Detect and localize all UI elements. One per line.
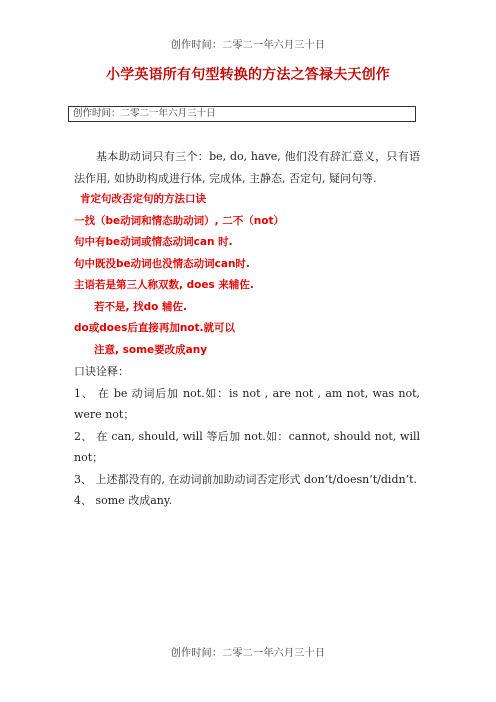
document-body: [74, 146, 420, 512]
document-title: 小学英语所有句型转换的方法之答禄夫天创作: [106, 67, 390, 83]
rule-line-7: 注意, some要改成any: [94, 343, 208, 356]
rule-line-2: 句中有be动词或情态动词can 时.: [74, 236, 233, 248]
rule-heading: 肯定句改否定句的方法口诀: [80, 193, 206, 205]
page-header: 创作时间：二零二一年六月三十日: [170, 40, 326, 51]
explain-item-1: 1、 在 be 动词后加 not.如：is not , are not , am not, was not, were not；: [74, 386, 420, 421]
rule-line-3: 句中既没be动词也没情态动词can时.: [74, 257, 250, 270]
explain-item-4: 4、 some 改成any.: [74, 494, 173, 507]
page-footer: 创作时间：二零二一年六月三十日: [170, 648, 326, 659]
explain-label: 口诀诠释：: [74, 365, 129, 378]
explain-item-2: 2、 在 can, should, will 等后加 not.如：cannot, should not, will not；: [74, 429, 420, 464]
rule-line-4: 主语若是第三人称双数, does 来辅佐.: [74, 279, 254, 291]
rule-line-1: 一找（be动词和情态助动词）, 二不（not）: [74, 214, 284, 227]
explain-item-3: 3、 上述都没有的, 在动词前加助动词否定形式 don’t/doesn’t/didn’t.: [74, 472, 417, 486]
rule-line-6: do或does后直接再加not.就可以: [74, 322, 236, 334]
intro-paragraph: 基本助动词只有三个：be, do, have, 他们没有辞汇意义，只有语法作用, 如协助构成进行体, 完成体, 主静态, 否定句, 疑问句等.: [74, 150, 420, 185]
rule-line-5: 若不是, 找do 辅佐.: [94, 300, 188, 313]
creation-time-box: 创作时间：二零二一年六月三十日: [68, 106, 416, 122]
